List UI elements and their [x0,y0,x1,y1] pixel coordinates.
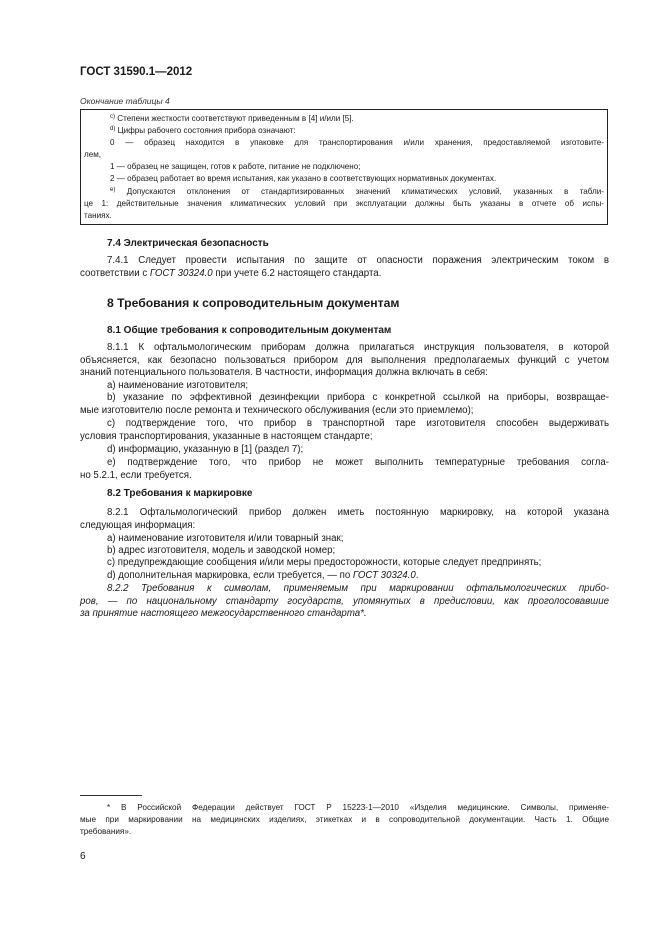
s81-line: 8.1.1 К офтальмологическим приборам должна прилагаться инструкция пользователя, в которой [107,342,609,353]
marking-item-c: c) предупреждающие сообщения и/или меры предосторожности, которые следует предпринять; [107,557,542,568]
note-e-line3: таниях. [84,211,112,220]
footnote-divider [80,795,142,796]
section-7-4-heading: 7.4 Электрическая безопасность [107,238,269,249]
footnote-line: * В Российской Федерации действует ГОСТ Р 15223-1—2010 «Изделия медицинские. Символы, применяе- [107,803,609,812]
list-item-b-cont: мые изготовителю после ремонта и технического обслуживания (если это приемлемо); [80,405,474,416]
s81-line: объясняется, как безопасно пользоваться прибором для выполнения предполагаемых функций с учетом [80,355,609,366]
marking-item-b: b) адрес изготовителя, модель и заводской номер; [107,545,336,556]
s82-line: 8.2.1 Офтальмологический прибор должен иметь постоянную маркировку, на которой указана [107,507,609,518]
s82-line: следующая информация: [80,520,196,531]
marking-item-a: a) наименование изготовителя и/или товарный знак; [107,533,344,544]
paragraph-8-2-2-line2: ров, — по национальному стандарту государств, упомянутых в предисловии, как проголосовавшие [80,596,609,607]
list-item-b: b) указание по эффективной дезинфекции прибора с конкретной ссылкой на приборы, возвращае- [107,392,609,403]
note-c: $^{c)}$ Степени жесткости соответствуют приведенным в [4] и/или [5]. [110,114,354,123]
note-d1: 1 — образец не защищен, готов к работе, питание не подключено; [110,162,361,171]
note-e-line1: $^{e)}$ Допускаются отклонения от стандартизированных значений климатических условий, указанных в табли- [110,187,604,196]
s81-line: знаний потенциального пользователя. В частности, информация должна включать в себя: [80,367,488,378]
note-d2: 2 — образец работает во время испытания, как указано в соответствующих нормативных документах. [110,174,497,183]
section-8-1-heading: 8.1 Общие требования к сопроводительным документам [107,325,392,336]
note-d0-line2: лем, [84,150,102,159]
footnote-line: требования». [80,827,132,836]
note-e-line2: це 1: действительные значения климатических условий при эксплуатации должны быть указаны в отчете об испы- [84,199,604,208]
document-header: ГОСТ 31590.1—2012 [80,66,193,78]
footnote-line: мые при маркировании на медицинских изделиях, этикетках и в сопроводительной документации. Часть 1. Общие [80,815,609,824]
table-caption: Окончание таблицы 4 [80,96,170,106]
section-8-heading: 8 Требования к сопроводительным документам [107,296,400,310]
note-d: $^{d)}$ Цифры рабочего состояния прибора означают: [110,126,296,135]
table-notes-box [80,109,608,225]
list-item-e: e) подтверждение того, что прибор не может выполнить температурные требования согла- [107,457,609,468]
list-item-e-cont: но 5.2.1, если требуется. [80,470,192,481]
paragraph-8-2-2-line3: за принятие настоящего межгосударственного стандарта*. [80,608,367,619]
section-8-2-heading: 8.2 Требования к маркировке [107,488,253,499]
paragraph-7-4-1-line1: 7.4.1 Следует провести испытания по защите от опасности поражения электрическим током в [107,255,609,266]
paragraph-8-2-2-line1: 8.2.2 Требования к символам, применяемым при маркировании офтальмологических прибо- [107,583,609,594]
list-item-c: c) подтверждение того, что прибор в транспортной таре изготовителя способен выдерживать [107,418,609,429]
page-number: 6 [80,851,86,862]
marking-item-d: d) дополнительная маркировка, если требуется, — по ГОСТ 30324.0. [107,570,419,581]
list-item-d: d) информацию, указанную в [1] (раздел 7); [107,444,304,455]
paragraph-7-4-1-line2: соответствии с ГОСТ 30324.0 при учете 6.2 настоящего стандарта. [80,268,382,279]
note-d0-line1: 0 — образец находится в упаковке для транспортирования и/или хранения, предоставляемой изготовите- [110,138,604,147]
list-item-c-cont: условия транспортирования, указанные в настоящем стандарте; [80,431,373,442]
list-item-a: a) наименование изготовителя; [107,380,249,391]
